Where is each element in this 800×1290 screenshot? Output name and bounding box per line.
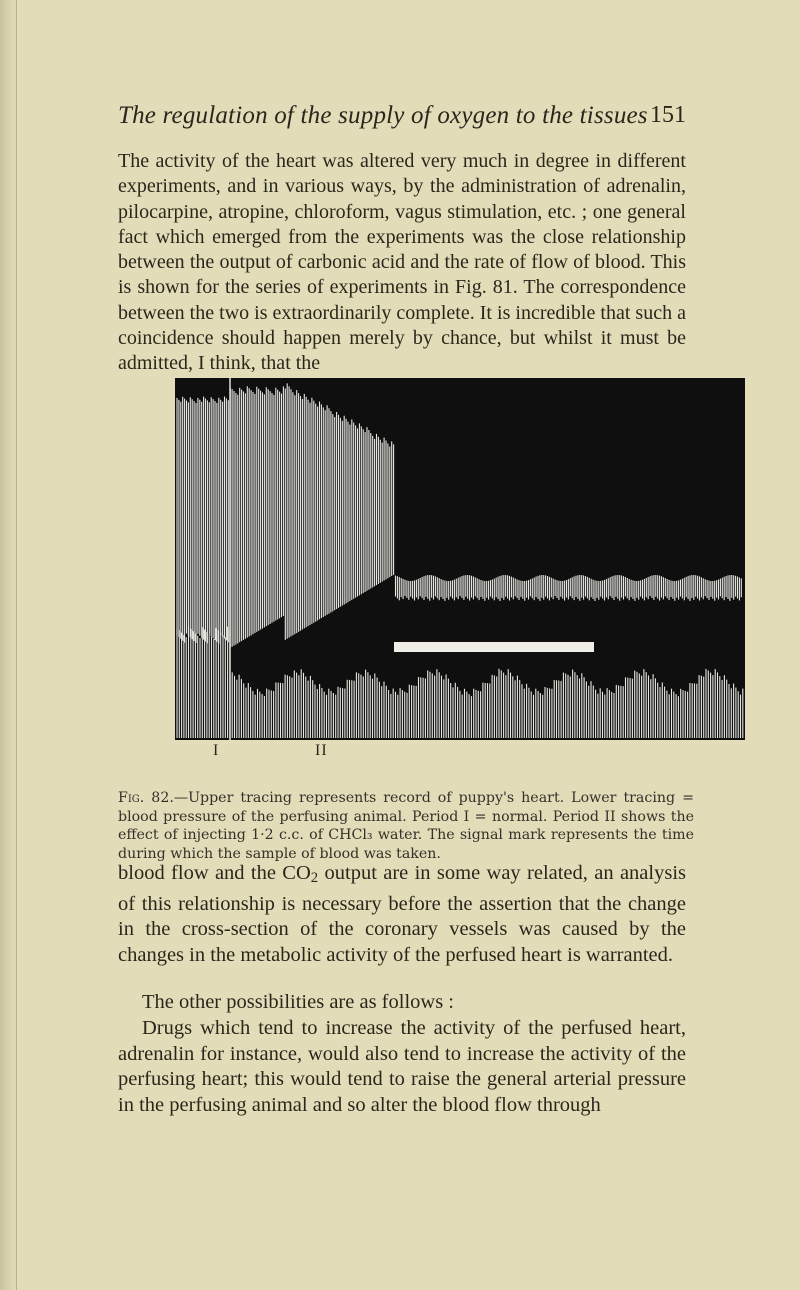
co2-subscript: 2 <box>310 870 319 887</box>
page-number: 151 <box>650 102 686 128</box>
body-paragraph-3: The other possibilities are as follows : <box>142 991 454 1013</box>
caption-label: Fig. 82. <box>118 790 174 806</box>
figure-caption <box>118 789 694 863</box>
paragraph-2-start: blood flow and the CO <box>118 862 311 884</box>
kymograph-tracing <box>175 378 745 740</box>
period-2-label: II <box>315 742 328 759</box>
running-title: The regulation of the supply of oxygen to the tissues <box>118 102 648 129</box>
caption-text: —Upper tracing represents record of puppy's heart. Lower tracing = blood pressure of the perfusing animal. Period I = normal. Period II shows the effect of injecting 1·2 c.c. of CHCl₃ water. The signal mark represents the time during which the sample of blood was taken. <box>118 790 694 862</box>
page-header <box>118 102 686 136</box>
gutter-line <box>16 0 17 1290</box>
body-paragraph-1: The activity of the heart was altered very much in degree in different experiments, and in various ways, by the administration of adrenalin, pilocarpine, atropine, chloroform, vagus stimulation, etc. ; one general fact which emerged from the experiments was the close relationship between the output of carbonic acid and the rate of flow of blood. This is shown for the series of experiments in Fig. 81. The correspondence between the two is extraordinarily complete. It is incredible that such a coincidence should happen merely by chance, but whilst it must be admitted, I think, that the <box>118 150 686 375</box>
body-paragraph-2 <box>118 861 686 969</box>
period-1-label: I <box>213 742 220 759</box>
paragraph-2-rest: output are in some way related, an analysis of this relationship is necessary before the assertion that the change in the cross-section of the coronary vessels was caused by the changes in the metabolic activity of the perfused heart is warranted. <box>118 862 686 967</box>
body-paragraph-4: Drugs which tend to increase the activity of the perfused heart, adrenalin for instance, would also tend to increase the activity of the perfusing heart; this would tend to raise the general arterial pressure in the perfusing animal and so alter the blood flow through <box>118 1017 686 1116</box>
figure-82 <box>175 378 750 768</box>
signal-mark <box>394 642 594 652</box>
